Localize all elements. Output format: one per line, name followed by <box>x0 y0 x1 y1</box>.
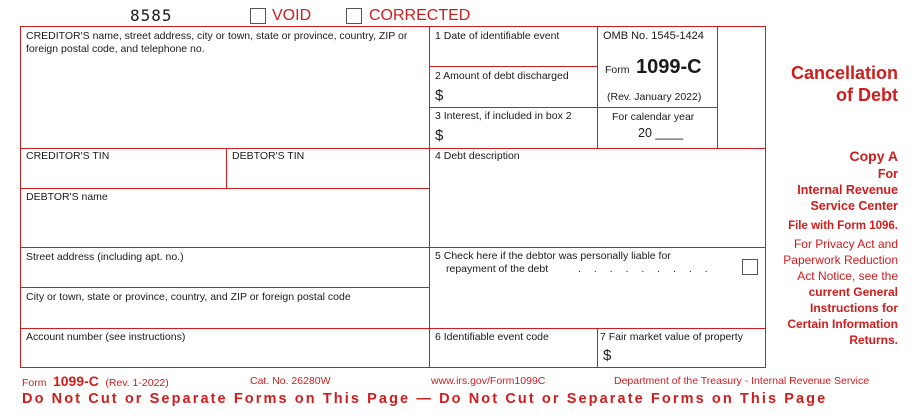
divider <box>597 107 717 108</box>
form-title-block <box>605 56 702 79</box>
debtor-name-label: DEBTOR'S name <box>26 191 108 203</box>
corrected-checkbox[interactable] <box>346 8 362 24</box>
box2-label: 2 Amount of debt discharged <box>435 70 569 82</box>
form-title-line1: Cancellation <box>790 63 898 83</box>
debtor-tin-label: DEBTOR'S TIN <box>232 150 305 162</box>
form-number: 1099-C <box>635 56 702 78</box>
divider <box>429 26 430 368</box>
debtor-tin-field[interactable] <box>228 164 427 186</box>
divider <box>429 247 766 248</box>
box4-field[interactable] <box>431 164 764 245</box>
debtor-name-field[interactable] <box>22 205 427 245</box>
city-field[interactable] <box>22 305 427 326</box>
copy-for: For <box>877 167 898 181</box>
divider <box>20 287 429 288</box>
city-label: City or town, state or province, country, and ZIP or foreign postal code <box>26 291 351 303</box>
footer-form <box>22 373 169 391</box>
creditor-tin-label: CREDITOR'S TIN <box>26 150 110 162</box>
account-field[interactable] <box>22 345 427 366</box>
box5-label-line1: 5 Check here if the debtor was personally liable for <box>435 250 671 262</box>
omb-number: OMB No. 1545-1424 <box>603 30 704 42</box>
form-revision: (Rev. January 2022) <box>607 91 702 103</box>
form-title <box>740 62 898 106</box>
copy-file-with: File with Form 1096. <box>788 220 898 232</box>
box5-checkbox[interactable] <box>742 259 758 275</box>
box2-value[interactable]: $ <box>435 87 444 104</box>
box5-leader-dots: . . . . . . . . . <box>578 263 713 275</box>
street-field[interactable] <box>22 265 427 285</box>
creditor-tin-field[interactable] <box>22 164 224 186</box>
copy-privacy-line7: Returns. <box>849 333 898 347</box>
box1-field[interactable] <box>431 44 595 65</box>
divider <box>429 107 597 108</box>
box6-field[interactable] <box>431 345 595 366</box>
box5-label-line2: repayment of the debt <box>446 263 549 275</box>
creditor-info-label: CREDITOR'S name, street address, city or town, state or province, country, ZIP or foreign postal code, and telephone no. <box>26 30 408 55</box>
box7-value[interactable]: $ <box>603 347 612 364</box>
box6-label: 6 Identifiable event code <box>435 331 549 343</box>
box7-label: 7 Fair market value of property <box>600 331 743 343</box>
box3-value[interactable]: $ <box>435 127 444 144</box>
copy-privacy-line4: current General <box>808 285 898 299</box>
footer-form-word: Form <box>22 377 47 389</box>
box3-label: 3 Interest, if included in box 2 <box>435 110 572 122</box>
box4-label: 4 Debt description <box>435 150 520 162</box>
footer-revision: (Rev. 1-2022) <box>105 377 169 389</box>
footer-url: www.irs.gov/Form1099C <box>431 375 546 387</box>
creditor-info-field[interactable] <box>22 58 427 146</box>
copy-privacy-line5: Instructions for <box>809 301 898 315</box>
divider <box>597 328 598 368</box>
do-not-cut-warning: Do Not Cut or Separate Forms on This Page — Do Not Cut or Separate Forms on This Page <box>22 391 828 407</box>
calendar-year-field[interactable]: 20 ____ <box>638 126 684 140</box>
copy-privacy-line1: For Privacy Act and <box>793 237 898 251</box>
form-code: 8585 <box>130 6 173 25</box>
footer-form-number: 1099-C <box>52 373 99 389</box>
copy-irs-line1: Internal Revenue <box>797 183 898 197</box>
divider <box>20 148 766 149</box>
box1-label: 1 Date of identifiable event <box>435 30 560 42</box>
void-label: VOID <box>272 7 312 24</box>
divider <box>429 66 597 67</box>
corrected-label: CORRECTED <box>369 7 471 24</box>
form-title-line2: of Debt <box>836 85 898 105</box>
copy-privacy-line2: Paperwork Reduction <box>783 253 898 267</box>
copy-label: Copy A <box>849 148 898 164</box>
form-word: Form <box>605 64 630 76</box>
divider <box>20 328 766 329</box>
divider <box>717 26 718 148</box>
void-checkbox[interactable] <box>250 8 266 24</box>
copy-privacy-line3: Act Notice, see the <box>797 269 898 283</box>
street-label: Street address (including apt. no.) <box>26 251 184 263</box>
account-label: Account number (see instructions) <box>26 331 186 343</box>
divider <box>597 26 598 148</box>
calendar-year-label: For calendar year <box>612 111 695 123</box>
copy-privacy-line6: Certain Information <box>787 317 898 331</box>
copy-irs-line2: Service Center <box>810 199 898 213</box>
divider <box>20 247 429 248</box>
divider <box>20 188 429 189</box>
divider <box>226 148 227 188</box>
footer-department: Department of the Treasury - Internal Revenue Service <box>614 375 870 387</box>
footer-cat-number: Cat. No. 26280W <box>250 375 331 387</box>
copy-panel <box>768 148 898 348</box>
